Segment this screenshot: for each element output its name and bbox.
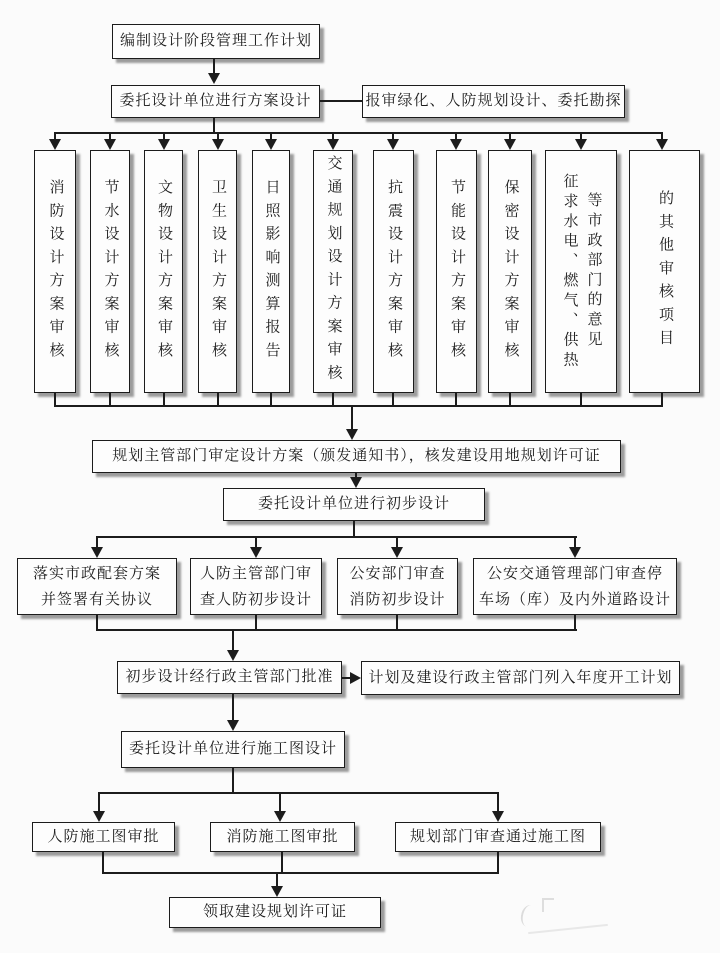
arrow-down-icon [350,477,362,488]
box-compile-design-plan: 编制设计阶段管理工作计划 [112,24,320,59]
box-planning-dept-drawing-approval: 规划部门审查通过施工图 [395,822,601,852]
review-label-col1: 征求水电、燃气、供热 [561,172,578,371]
connector-line [102,872,499,874]
arrow-down-icon [569,547,581,558]
arrow-down-icon [450,139,462,150]
box-civil-defense-drawing-approval: 人防施工图审批 [32,822,175,852]
connector-line [102,852,104,874]
connector-line [232,629,234,652]
box-line: 消防初步设计 [349,591,446,608]
box-commission-construction-drawings: 委托设计单位进行施工图设计 [121,731,345,768]
arrow-down-icon [227,720,239,731]
connector-line [232,768,234,794]
review-label: 节能设计方案审核 [449,178,465,365]
review-label: 卫生设计方案审核 [210,178,226,365]
box-fire-drawing-approval: 消防施工图审批 [210,822,355,852]
box-line: 并签署有关协议 [40,591,153,608]
box-energy-saving-review [436,150,477,393]
box-cultural-relics-review [144,150,183,393]
watermark-smudge [542,898,554,912]
box-utilities-consultation [545,150,617,393]
arrow-down-icon [208,73,220,84]
box-civil-defense-review [190,558,322,615]
review-label: 日照影响测算报告 [263,178,280,365]
review-label: 文物设计方案审核 [156,178,172,365]
box-line: 人防主管部门审 [199,565,312,582]
box-traffic-management-parking-review [473,558,677,615]
arrow-down-icon [504,139,516,150]
box-line: 查人防初步设计 [199,591,312,608]
arrow-down-icon [387,139,399,150]
box-sunlight-impact-report [252,150,290,393]
connector-line [351,405,353,431]
arrow-down-icon [104,139,116,150]
box-line: 公安部门审查 [349,565,446,582]
box-planning-authority-approval: 规划主管部门审定设计方案（颁发通知书），核发建设用地规划许可证 [92,440,621,473]
review-label: 的其他审核项目 [657,190,673,353]
arrow-down-icon [656,139,668,150]
arrow-right-icon [350,672,361,684]
arrow-down-icon [91,547,103,558]
box-side-annual-construction-plan: 计划及建设行政主管部门列入年度开工计划 [361,661,680,695]
box-side-report-greening: 报审绿化、人防规划设计、委托勘探 [362,85,625,118]
arrow-down-icon [265,139,277,150]
arrow-down-icon [93,811,105,822]
review-label: 交通规划设计方案审核 [325,155,342,388]
review-label: 保密设计方案审核 [502,178,519,365]
arrow-down-icon [227,650,239,661]
arrow-down-icon [575,139,587,150]
box-public-security-fire-review [337,558,458,615]
box-commission-scheme-design: 委托设计单位进行方案设计 [111,85,320,118]
arrow-down-icon [327,139,339,150]
arrow-down-icon [391,547,403,558]
box-line: 车场（库）及内外道路设计 [478,591,671,608]
connector-line [55,405,663,407]
box-obtain-planning-permit: 领取建设规划许可证 [169,897,381,928]
box-water-saving-review [90,150,130,393]
arrow-down-icon [212,139,224,150]
box-sanitation-review [198,150,237,393]
connector-line [99,792,499,794]
box-municipal-supporting-agreements [17,558,177,615]
review-label-col2: 等市政部门的意见 [585,192,602,351]
box-other-review-items [629,150,700,393]
box-commission-preliminary-design: 委托设计单位进行初步设计 [223,488,485,521]
connector-line [213,59,215,74]
connector-line [320,100,362,102]
box-confidentiality-review [488,150,532,393]
arrow-down-icon [271,886,283,897]
connector-line [55,132,663,134]
arrow-down-icon [49,139,61,150]
arrow-down-icon [158,139,170,150]
arrow-down-icon [274,811,286,822]
connector-line [279,792,281,813]
connector-line [497,852,499,874]
box-preliminary-design-approved: 初步设计经行政主管部门批准 [117,661,342,694]
connector-line [497,792,499,813]
connector-line [276,872,278,887]
box-line: 落实市政配套方案 [32,565,161,582]
arrow-down-icon [250,547,262,558]
review-label: 抗震设计方案审核 [386,178,402,365]
watermark-smudge [519,904,539,929]
connector-line [97,536,577,538]
arrow-down-icon [492,811,504,822]
box-line: 公安交通管理部门审查停 [486,565,663,582]
watermark-smudge [528,924,608,934]
connector-line [232,694,234,721]
box-seismic-review [373,150,414,393]
arrow-down-icon [346,429,358,440]
box-traffic-planning-review [313,150,353,393]
connector-line [97,629,577,631]
review-label: 消防设计方案审核 [47,178,64,365]
box-fire-protection-review [34,150,76,393]
connector-line [98,792,100,813]
review-label: 节水设计方案审核 [102,178,119,365]
connector-line [281,852,283,874]
